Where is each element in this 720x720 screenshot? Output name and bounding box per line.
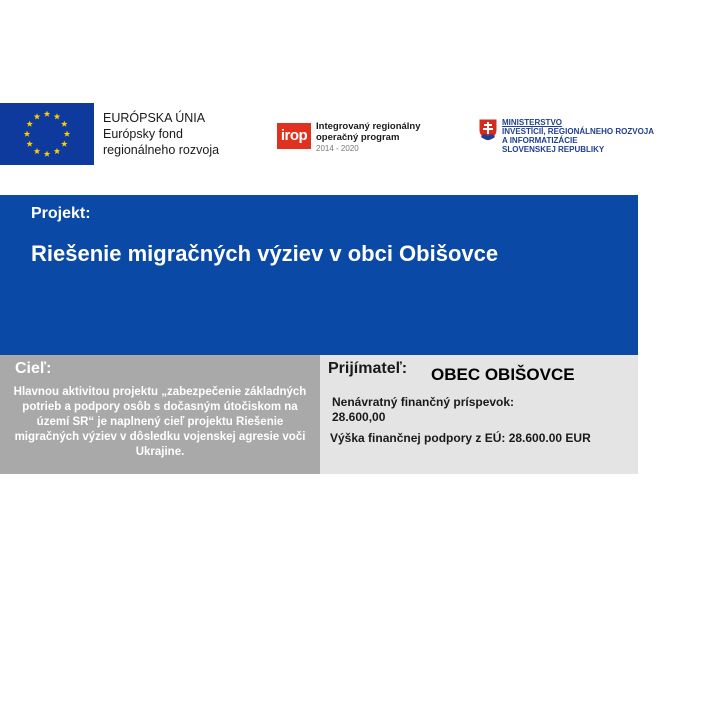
- project-label: Projekt:: [31, 205, 91, 222]
- project-banner: [0, 195, 638, 355]
- eu-star-icon: [26, 121, 32, 127]
- goal-label: Cieľ:: [15, 360, 52, 377]
- slovak-coat-of-arms-icon: [478, 118, 498, 142]
- nfp-value: 28.600,00: [332, 410, 386, 424]
- nfp-label: Nenávratný finančný príspevok:: [332, 395, 515, 409]
- eu-star-icon: [44, 111, 50, 117]
- ministry-line1: MINISTERSTVO: [502, 118, 563, 127]
- eu-flag-logo: [0, 103, 94, 165]
- eu-star-icon: [54, 113, 60, 119]
- eu-star-icon: [44, 151, 50, 157]
- eu-star-icon: [34, 148, 40, 154]
- eu-star-icon: [34, 113, 40, 119]
- eu-star-icon: [61, 141, 67, 147]
- ministry-text: [502, 118, 654, 154]
- eu-line2: Európsky fond: [103, 127, 183, 141]
- ministry-line4: SLOVENSKEJ REPUBLIKY: [502, 145, 605, 154]
- eu-star-icon: [54, 148, 60, 154]
- eu-star-icon: [61, 121, 67, 127]
- nfp-block: [332, 395, 514, 425]
- irop-logo: irop: [277, 123, 311, 149]
- irop-text: [316, 121, 421, 154]
- eu-support-amount: Výška finančnej podpory z EÚ: 28.600.00 EUR: [330, 431, 591, 445]
- eu-star-icon: [64, 131, 70, 137]
- ministry-line3: A INFORMATIZÁCIE: [502, 136, 578, 145]
- irop-line1: Integrovaný regionálny: [316, 121, 421, 132]
- eu-star-icon: [26, 141, 32, 147]
- irop-line2: operačný program: [316, 132, 400, 143]
- irop-years: 2014 - 2020: [316, 144, 359, 153]
- eu-stars-icon: [0, 103, 94, 165]
- recipient-label: Prijímateľ:: [328, 360, 408, 377]
- project-title: Riešenie migračných výziev v obci Obišovce: [31, 241, 499, 266]
- goal-text: Hlavnou aktivitou projektu „zabezpečenie základných potrieb a podpory osôb s dočasným útočiskom na území SR“ je naplnený cieľ projektu Riešenie migračných výziev v dôsledku vojenskej agresie voči Ukrajine.: [13, 386, 307, 458]
- ministry-line2: INVESTÍCIÍ, REGIONÁLNEHO ROZVOJA: [502, 127, 655, 136]
- eu-line1: EURÓPSKA ÚNIA: [103, 111, 206, 125]
- recipient-value: OBEC OBIŠOVCE: [431, 365, 575, 384]
- eu-fund-text: [103, 110, 219, 158]
- eu-star-icon: [24, 131, 30, 137]
- eu-line3: regionálneho rozvoja: [103, 143, 220, 157]
